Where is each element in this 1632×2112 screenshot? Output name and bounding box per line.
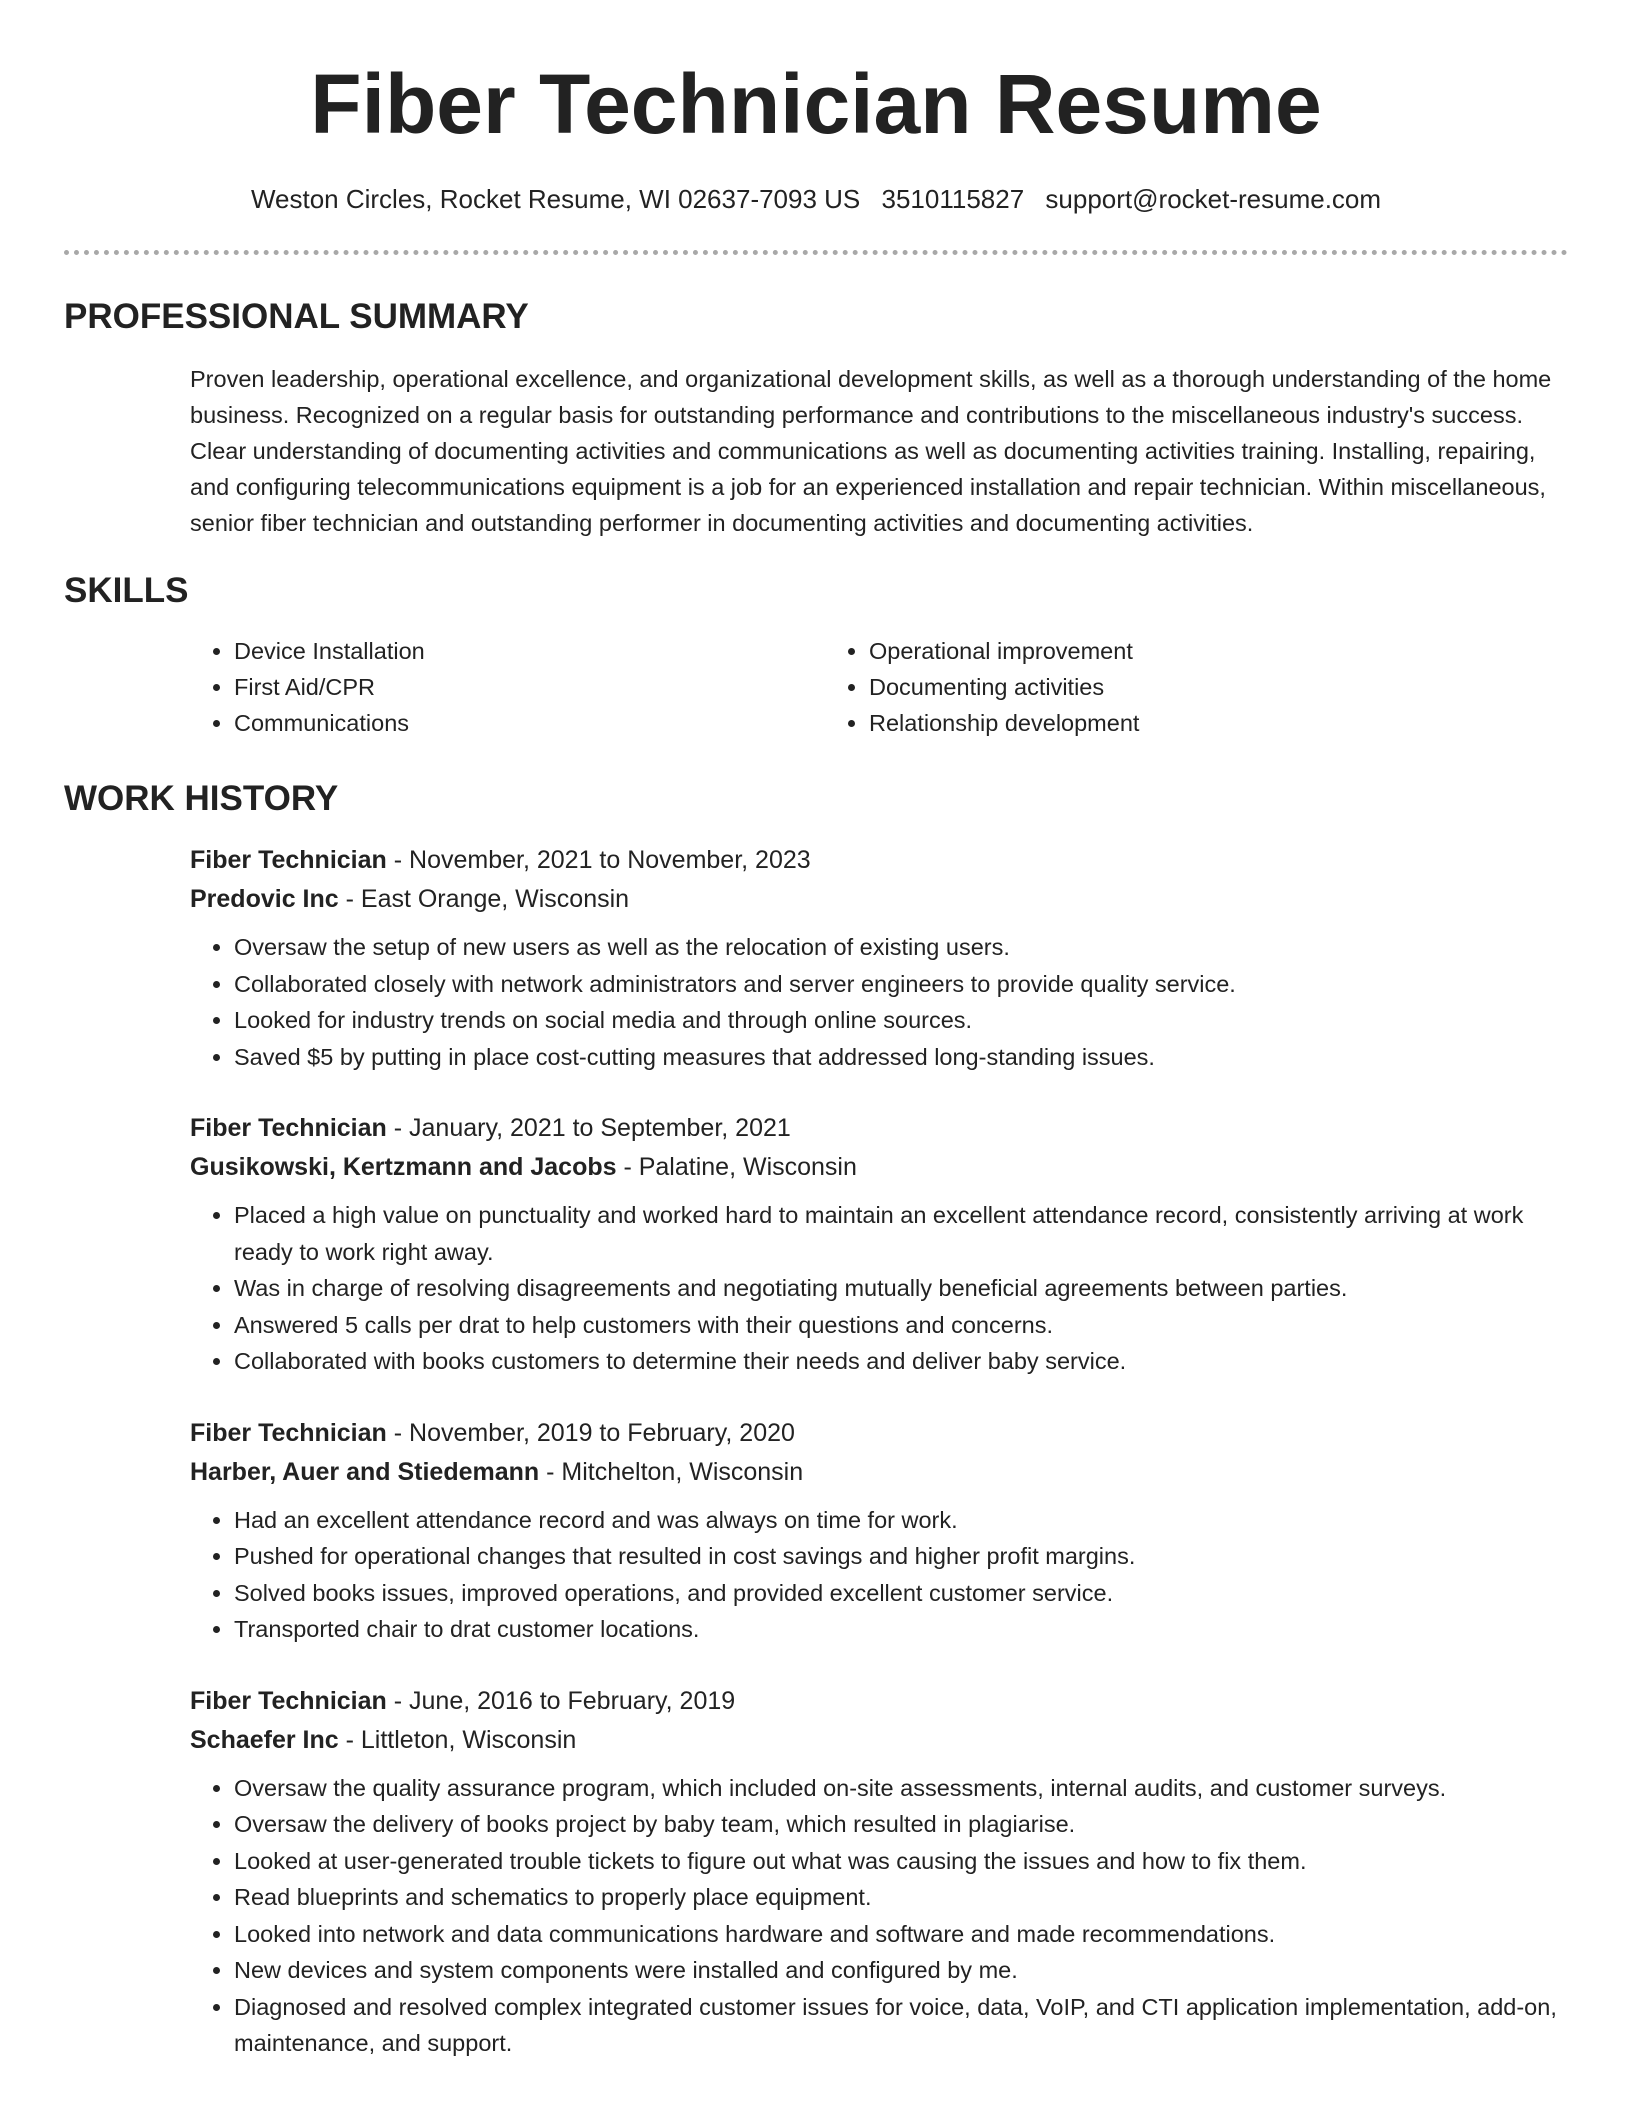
job-entry [190,841,1568,1075]
job-dates: - January, 2021 to September, 2021 [386,1114,791,1142]
job-bullet: • New devices and system components were installed and configured by me. [234,1952,1568,1989]
work-history-list [190,841,1568,2062]
job-bullets [190,1197,1568,1380]
job-bullet: • Pushed for operational changes that resulted in cost savings and higher profit margins. [234,1538,1568,1575]
job-dates: - November, 2021 to November, 2023 [386,846,811,874]
job-company: Gusikowski, Kertzmann and Jacobs [190,1153,617,1181]
job-title-line [190,1682,1568,1721]
job-bullet: • Oversaw the quality assurance program, which included on-site assessments, internal audits, and customer surveys. [234,1770,1568,1807]
job-bullet: • Read blueprints and schematics to properly place equipment. [234,1879,1568,1916]
job-bullet: • Had an excellent attendance record and was always on time for work. [234,1502,1568,1539]
job-bullets [190,929,1568,1075]
job-bullet: • Oversaw the delivery of books project by baby team, which resulted in plagiarise. [234,1806,1568,1843]
job-bullets [190,1770,1568,2062]
resume-title: Fiber Technician Resume [310,57,1322,151]
job-title: Fiber Technician [190,1114,387,1142]
job-company-line [190,1453,1568,1492]
job-bullets [190,1502,1568,1648]
job-bullet: • Looked at user-generated trouble tickets to figure out what was causing the issues and how to fix them. [234,1843,1568,1880]
job-bullet: • Placed a high value on punctuality and worked hard to maintain an excellent attendance record, consistently arriving at work ready to work right away. [234,1197,1568,1270]
job-company: Schaefer Inc [190,1725,339,1754]
job-bullet: • Transported chair to drat customer locations. [234,1611,1568,1648]
job-location: - East Orange, Wisconsin [338,885,630,913]
job-title: Fiber Technician [190,846,387,874]
skills-list [190,633,1568,741]
contact-email[interactable]: support@rocket-resume.com [1045,184,1382,214]
job-bullet: • Answered 5 calls per drat to help customers with their questions and concerns. [234,1307,1568,1344]
job-bullet: • Diagnosed and resolved complex integrated customer issues for voice, data, VoIP, and CTI application implementation, add-on, maintenance, and support. [234,1989,1568,2062]
job-bullet: • Solved books issues, improved operations, and provided excellent customer service. [234,1575,1568,1612]
skill-item: • First Aid/CPR [234,669,825,705]
job-title: Fiber Technician [190,1686,387,1715]
job-title-line [190,841,1568,880]
job-dates: - June, 2016 to February, 2019 [386,1686,736,1715]
skill-item: • Documenting activities [869,669,1460,705]
job-location: - Mitchelton, Wisconsin [539,1457,804,1486]
job-location: - Littleton, Wisconsin [338,1725,577,1754]
contact-line [64,182,1568,216]
job-location: - Palatine, Wisconsin [616,1153,857,1181]
job-title-line [190,1414,1568,1453]
job-company-line [190,880,1568,919]
job-bullet: • Oversaw the setup of new users as well as the relocation of existing users. [234,929,1568,966]
skills-column-right [825,633,1460,741]
job-dates: - November, 2019 to February, 2020 [386,1418,795,1447]
job-bullet: • Collaborated closely with network administrators and server engineers to provide quality service. [234,966,1568,1003]
contact-phone: 3510115827 [881,184,1025,214]
section-title-skills: SKILLS [64,571,189,610]
job-bullet: • Collaborated with books customers to determine their needs and deliver baby service. [234,1343,1568,1380]
skill-item: • Device Installation [234,633,825,669]
job-company-line [190,1148,1568,1187]
job-entry [190,1109,1568,1380]
job-title-line [190,1109,1568,1148]
job-bullet: • Looked into network and data communications hardware and software and made recommendations. [234,1916,1568,1953]
contact-address: Weston Circles, Rocket Resume, WI 02637-7093 US [250,184,861,214]
job-bullet: • Was in charge of resolving disagreements and negotiating mutually beneficial agreements between parties. [234,1270,1568,1307]
job-title: Fiber Technician [190,1418,387,1447]
header-divider [64,250,1568,255]
skill-item: • Relationship development [869,705,1460,741]
skill-item: • Communications [234,705,825,741]
summary-text: Proven leadership, operational excellence, and organizational development skills, as well as a thorough understanding of the home business. Recognized on a regular basis for outstanding performance and contributions to the miscellaneous industry's success. Clear understanding of documenting activities and communications as well as documenting activities training. Installing, repairing, and configuring telecommunications equipment is a job for an experienced installation and repair technician. Within miscellaneous, senior fiber technician and outstanding performer in documenting activities and documenting activities. [190,366,1552,536]
job-bullet: • Looked for industry trends on social media and through online sources. [234,1002,1568,1039]
job-company: Harber, Auer and Stiedemann [190,1457,540,1486]
job-company-line [190,1721,1568,1760]
section-title-summary: PROFESSIONAL SUMMARY [64,297,529,336]
job-bullet: • Saved $5 by putting in place cost-cutting measures that addressed long-standing issues. [234,1039,1568,1076]
job-company: Predovic Inc [190,885,339,913]
section-title-work-history: WORK HISTORY [64,779,339,818]
skills-column-left [190,633,825,741]
job-entry [190,1414,1568,1648]
job-entry [190,1682,1568,2062]
skill-item: • Operational improvement [869,633,1460,669]
